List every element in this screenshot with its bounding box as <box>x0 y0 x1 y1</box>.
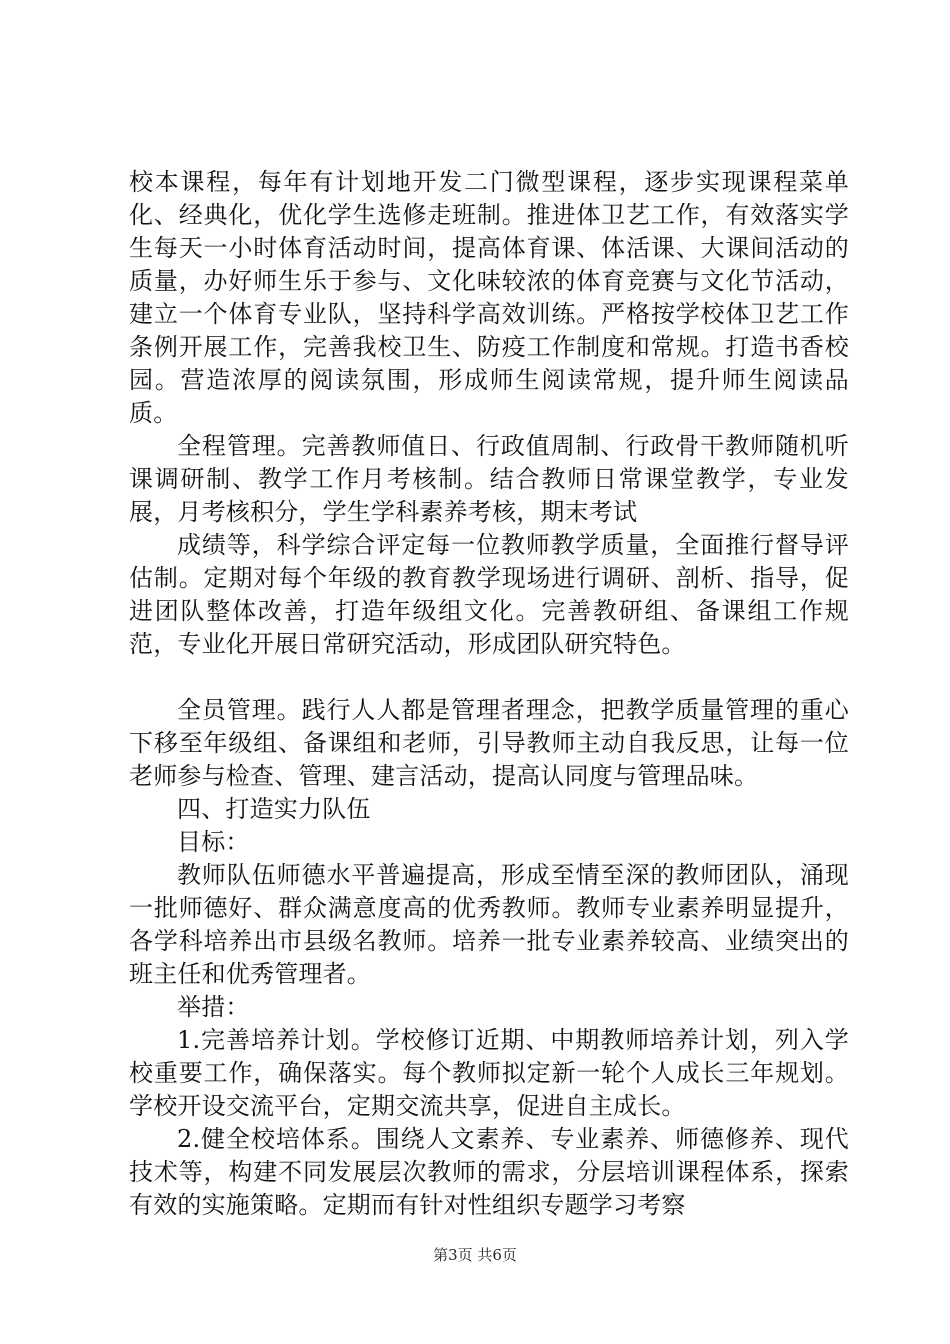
paragraph-measure-1: 1.完善培养计划。学校修订近期、中期教师培养计划，列入学校重要工作，确保落实。每个教师拟定新一轮个人成长三年规划。学校开设交流平台，定期交流共享，促进自主成长。 <box>129 1026 849 1120</box>
document-body <box>129 166 849 1222</box>
paragraph-course-and-sports: 校本课程，每年有计划地开发二门微型课程，逐步实现课程菜单化、经典化，优化学生选修走班制。推进体卫艺工作，有效落实学生每天一小时体育活动时间，提高体育课、体活课、大课间活动的质量，办好师生乐于参与、文化味较浓的体育竞赛与文化节活动，建立一个体育专业队，坚持科学高效训练。严格按学校体卫艺工作条例开展工作，完善我校卫生、防疫工作制度和常规。打造书香校园。营造浓厚的阅读氛围，形成师生阅读常规，提升师生阅读品质。 <box>129 168 849 427</box>
measures-label: 举措： <box>177 993 250 1021</box>
section-heading: 四、打造实力队伍 <box>177 795 371 823</box>
goal-label: 目标： <box>177 828 250 856</box>
paragraph-full-process-management: 全程管理。完善教师值日、行政值周制、行政骨干教师随机听课调研制、教学工作月考核制。结合教师日常课堂教学，专业发展，月考核积分，学生学科素养考核，期末考试 <box>129 432 849 526</box>
paragraph-evaluation: 成绩等，科学综合评定每一位教师教学质量，全面推行督导评估制。定期对每个年级的教育教学现场进行调研、剖析、指导，促进团队整体改善，打造年级组文化。完善教研组、备课组工作规范，专业化开展日常研究活动，形成团队研究特色。 <box>129 531 849 658</box>
paragraph-goals: 教师队伍师德水平普遍提高，形成至情至深的教师团队，涌现一批师德好、群众满意度高的优秀教师。教师专业素养明显提升，各学科培养出市县级名教师。培养一批专业素养较高、业绩突出的班主任和优秀管理者。 <box>129 861 849 988</box>
paragraph-all-staff-management: 全员管理。践行人人都是管理者理念，把教学质量管理的重心下移至年级组、备课组和老师，引导教师主动自我反思，让每一位老师参与检查、管理、建言活动，提高认同度与管理品味。 <box>129 696 849 790</box>
paragraph-measure-2: 2.健全校培体系。围绕人文素养、专业素养、师德修养、现代技术等，构建不同发展层次教师的需求，分层培训课程体系，探索有效的实施策略。定期而有针对性组织专题学习考察 <box>129 1125 849 1219</box>
paragraph-spacer <box>129 661 849 694</box>
page-number-footer: 第3页 共6页 <box>433 1246 517 1264</box>
